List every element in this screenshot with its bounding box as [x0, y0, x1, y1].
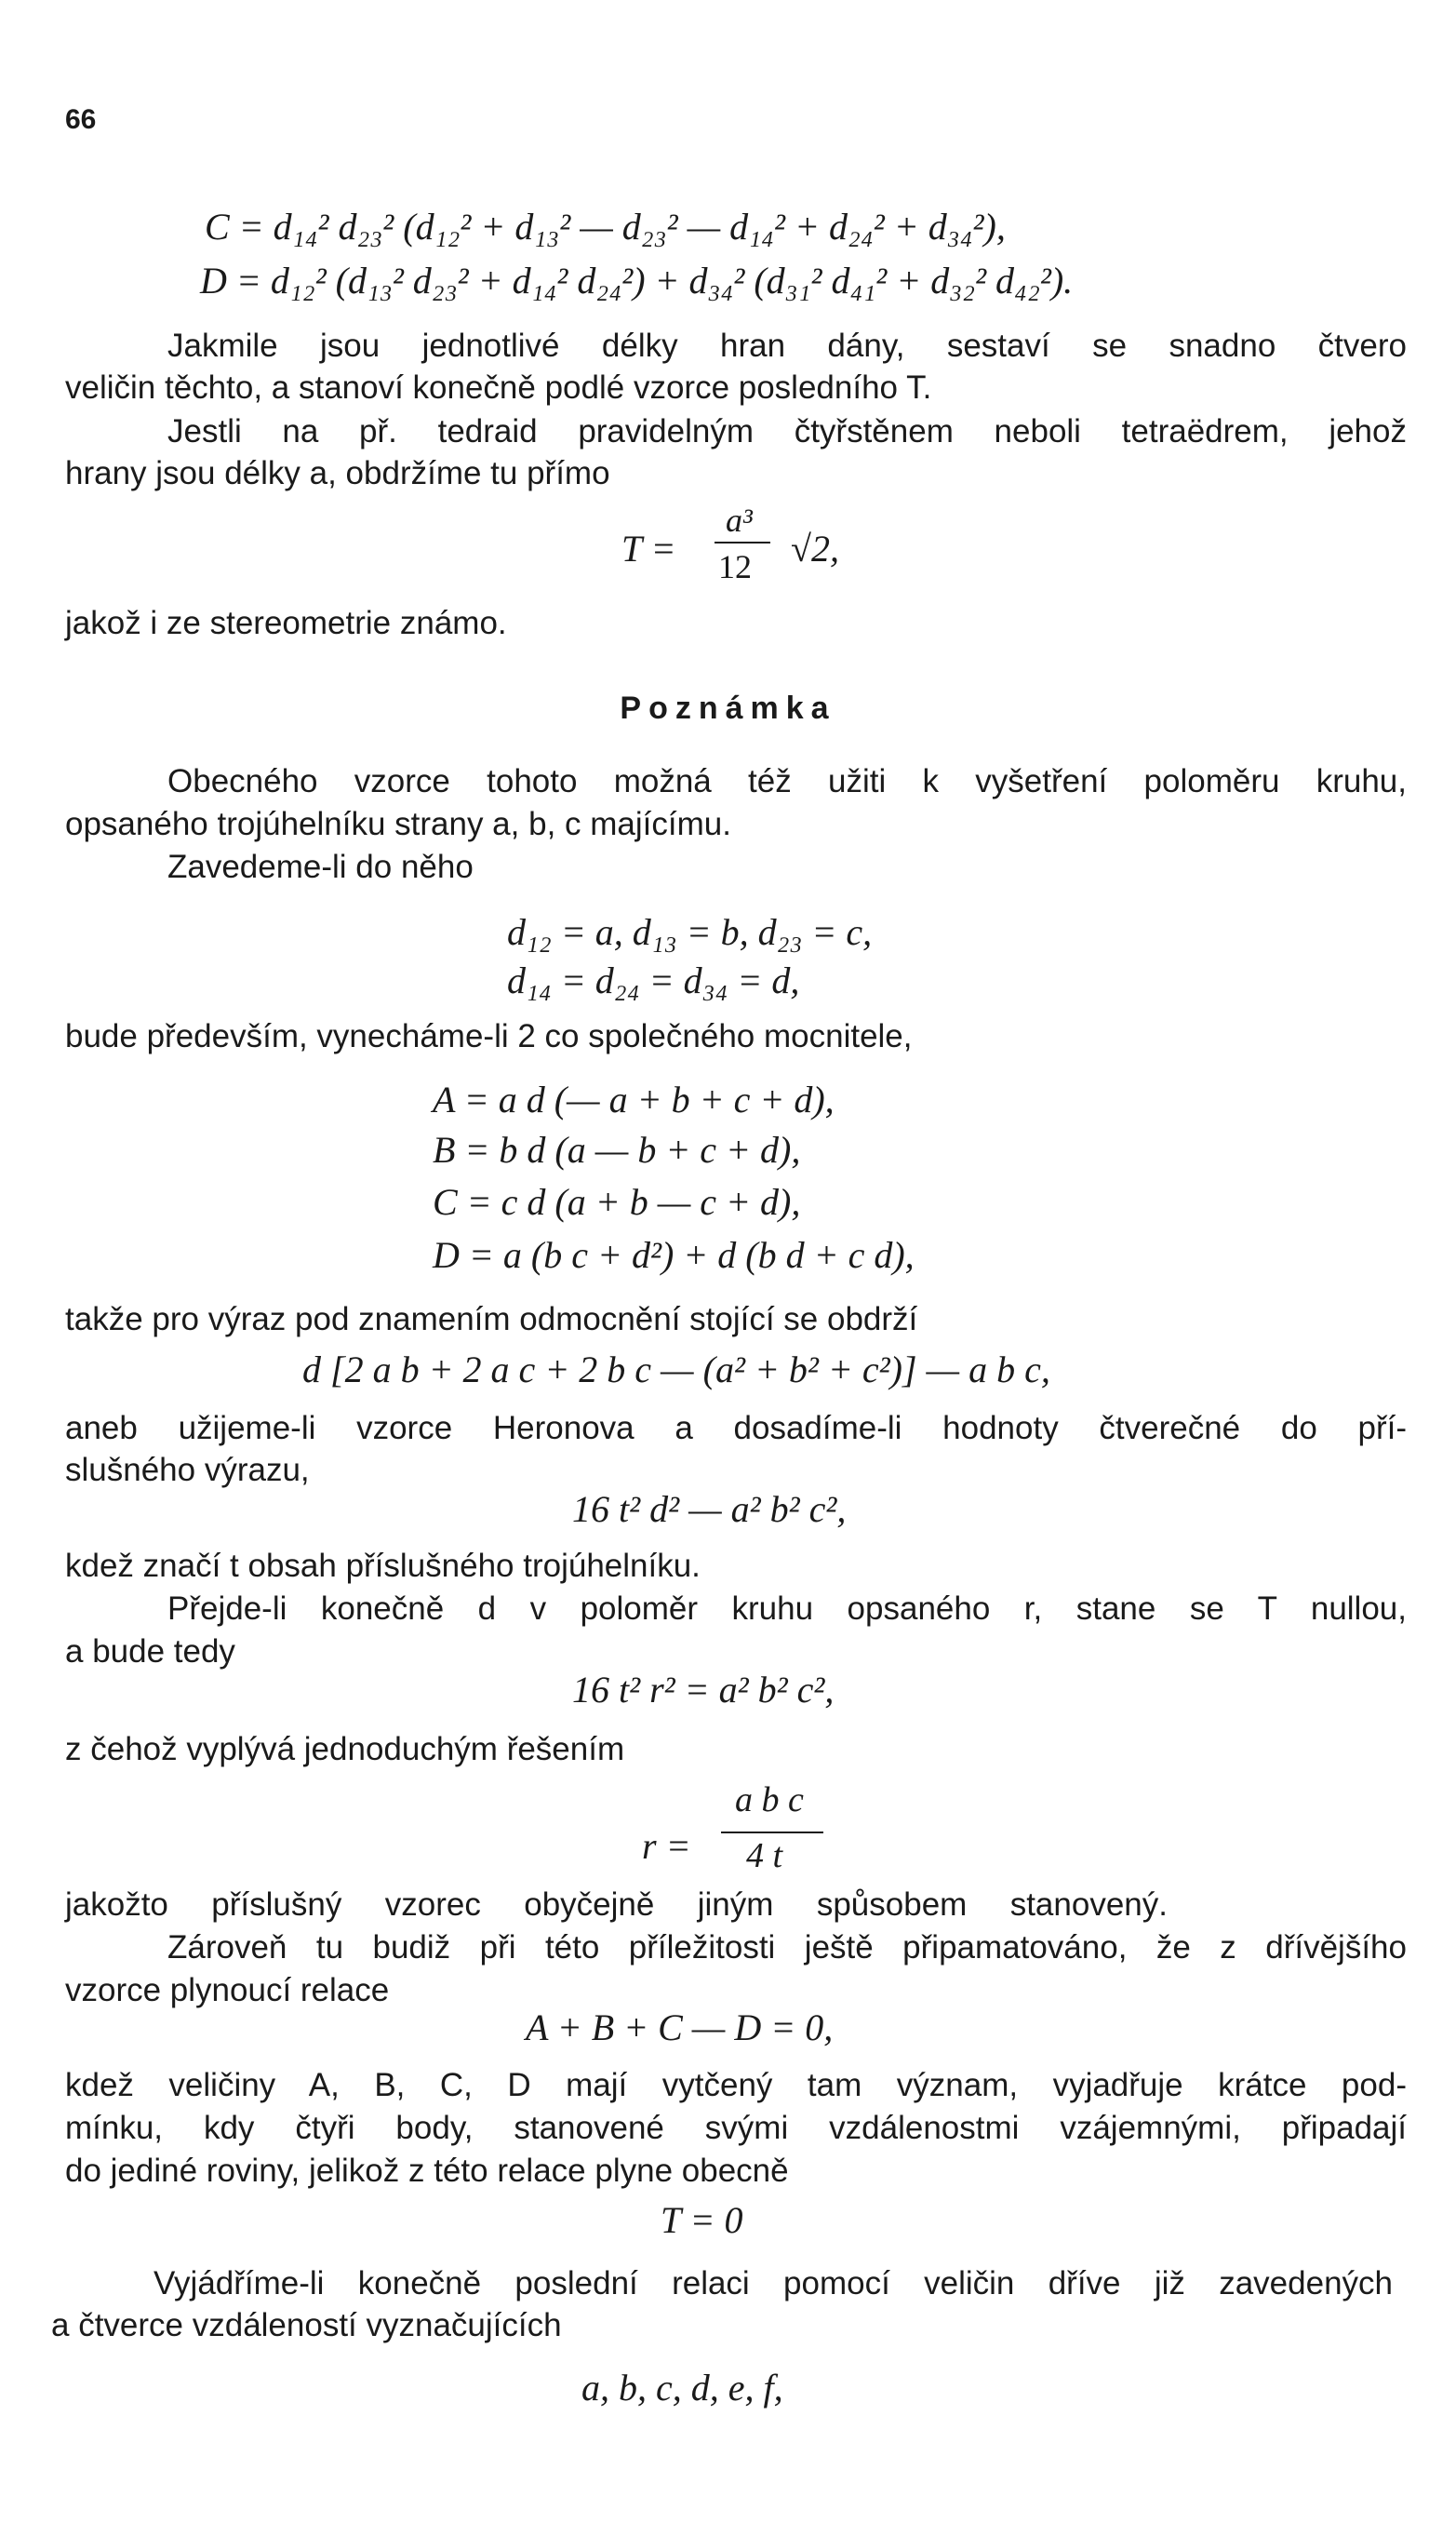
fraction-numerator: a³ [726, 502, 753, 539]
paragraph-line: Zavedeme-li do něho [167, 849, 474, 885]
paragraph-line: Obecného vzorce tohoto možná též užiti k vyšetření poloměru kruhu, [167, 763, 1407, 799]
substitution-line-2: d₁₄ = d₂₄ = d₃₄ = d, [507, 959, 800, 1001]
formula-C: C = d₁₄² d₂₃² (d₁₂² + d₁₃² — d₂₃² — d₁₄² + d₂₄² + d₃₄²), [205, 206, 1006, 248]
fraction-numerator: a b c [735, 1780, 804, 1819]
paragraph-line: slušného výrazu, [65, 1452, 310, 1488]
relation-formula: A + B + C — D = 0, [526, 2006, 834, 2048]
section-heading: Poznámka [620, 691, 836, 726]
expression-under-root: d [2 a b + 2 a c + 2 b c — (a² + b² + c²)] — a b c, [302, 1349, 1050, 1390]
paragraph-line: bude především, vynecháme-li 2 co společného mocnitele, [65, 1018, 913, 1054]
paragraph-line: a čtverce vzdáleností vyznačujících [51, 2307, 562, 2343]
paragraph-line: Zároveň tu budiž při této příležitosti ještě připamatováno, že z dřívějšího [167, 1929, 1407, 1966]
paragraph-line: Jestli na př. tedraid pravidelným čtyřstěnem neboli tetraëdrem, jehož [167, 413, 1407, 450]
volume-zero-formula: T = 0 [661, 2199, 743, 2241]
paragraph-line: veličin těchto, a stanoví konečně podlé vzorce posledního T. [65, 369, 932, 406]
formula-C-substituted: C = c d (a + b — c + d), [433, 1181, 801, 1223]
heron-expression: 16 t² d² — a² b² c², [572, 1488, 847, 1530]
paragraph-line: takže pro výraz pod znamením odmocnění stojící se obdrží [65, 1301, 918, 1337]
tetrahedron-formula-rhs: √2, [791, 528, 839, 570]
tetrahedron-formula-lhs: T = [621, 528, 676, 570]
fraction-denominator: 12 [718, 548, 752, 585]
paragraph-line: jakožto příslušný vzorec obyčejně jiným spůsobem stanovený. [65, 1886, 1168, 1923]
paragraph-line: do jediné roviny, jelikož z této relace plyne obecně [65, 2153, 789, 2189]
formula-B: B = b d (a — b + c + d), [433, 1129, 801, 1171]
paragraph-line: vzorce plynoucí relace [65, 1972, 390, 2008]
paragraph-line: kdež veličiny A, B, C, D mají vytčený tam význam, vyjadřuje krátce pod- [65, 2067, 1407, 2103]
radius-formula-lhs: r = [642, 1825, 691, 1867]
formula-A: A = a d (— a + b + c + d), [433, 1079, 835, 1120]
formula-D: D = d₁₂² (d₁₃² d₂₃² + d₁₄² d₂₄²) + d₃₄² (d₃₁² d₄₁² + d₃₂² d₄₂²). [200, 260, 1074, 302]
paragraph-line: Vyjádříme-li konečně poslední relaci pomocí veličin dříve již zavedených [154, 2265, 1393, 2301]
paragraph-line: opsaného trojúhelníku strany a, b, c majícímu. [65, 806, 731, 842]
paragraph-line: hrany jsou délky a, obdržíme tu přímo [65, 455, 610, 491]
fraction-bar [721, 1832, 823, 1833]
paragraph-line: kdež značí t obsah příslušného trojúhelníku. [65, 1548, 701, 1584]
distance-variables: a, b, c, d, e, f, [581, 2367, 783, 2409]
paragraph-line: Jakmile jsou jednotlivé délky hran dány, sestaví se snadno čtvero [167, 328, 1407, 364]
fraction-denominator: 4 t [746, 1836, 783, 1875]
paragraph-line: z čehož vyplývá jednoduchým řešením [65, 1731, 625, 1767]
substitution-line-1: d₁₂ = a, d₁₃ = b, d₂₃ = c, [507, 911, 873, 953]
formula-D-substituted: D = a (b c + d²) + d (b d + c d), [433, 1234, 915, 1276]
paragraph-line: jakož i ze stereometrie známo. [65, 605, 507, 641]
page-number: 66 [65, 104, 97, 135]
fraction-bar [715, 542, 770, 543]
paragraph-line: a bude tedy [65, 1633, 235, 1670]
paragraph-line: aneb užijeme-li vzorce Heronova a dosadíme-li hodnoty čtverečné do pří- [65, 1410, 1407, 1446]
paragraph-line: Přejde-li konečně d v poloměr kruhu opsaného r, stane se T nullou, [167, 1590, 1407, 1627]
paragraph-line: mínku, kdy čtyři body, stanovené svými vzdálenostmi vzájemnými, připadají [65, 2110, 1407, 2146]
heron-equation: 16 t² r² = a² b² c², [572, 1669, 835, 1711]
